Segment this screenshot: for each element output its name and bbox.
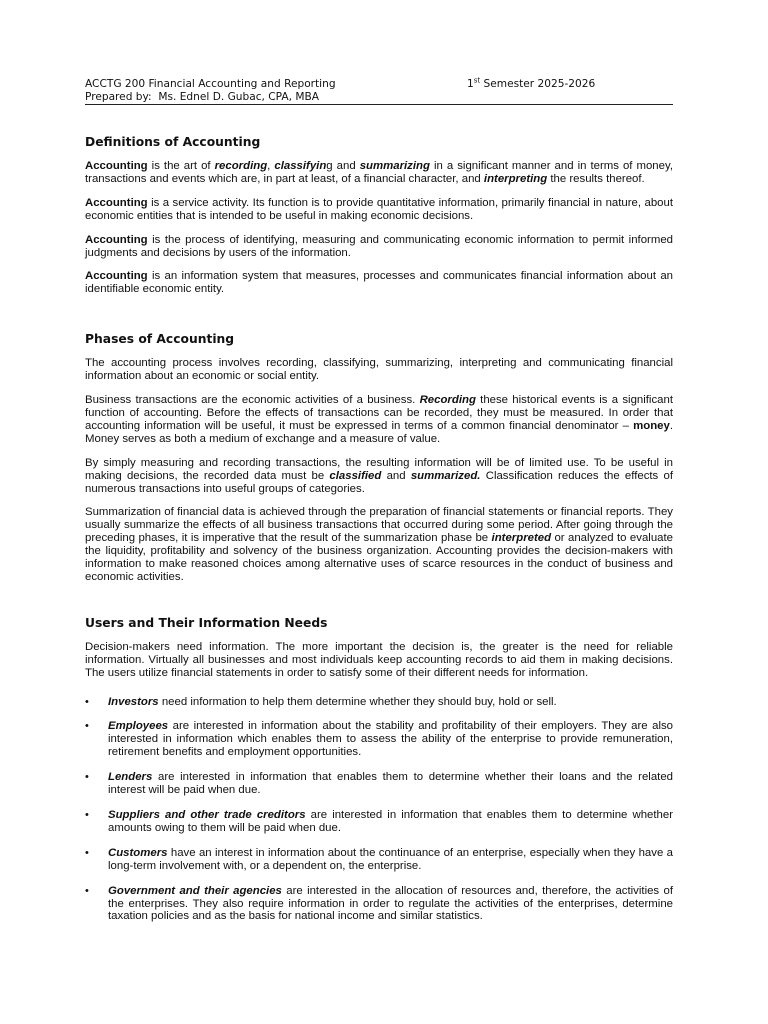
section-title: Phases of Accounting — [85, 332, 235, 347]
paragraph: The accounting process involves recording, classifying, summarizing, interpreting and communicating financial information about an economic or social entity. — [85, 357, 673, 383]
phases-section — [85, 331, 673, 584]
list-item: • Suppliers and other trade creditors are interested in information that enables them to determine whether amounts owing to them will be paid when due. — [85, 809, 673, 834]
list-item: • Employees are interested in information about the stability and profitability of their employers. They are also interested in information which enables them to assess the ability of the enterprise to provide remuneration, retirement benefits and employment opportunities. — [85, 720, 673, 759]
definitions-section — [85, 134, 673, 296]
users-section — [85, 615, 673, 924]
section-title: Definitions of Accounting — [85, 135, 261, 149]
list-item: • Customers have an interest in information about the continuance of an enterprise, especially when they have a long-term involvement with, or a dependent on, the enterprise. — [85, 846, 673, 872]
bullet-icon: • — [85, 809, 89, 821]
paragraph: By simply measuring and recording transactions, the resulting information will be of limited use. To be useful in making decisions, the recorded data must be classified and summarized. Classification reduces the effects of numerous transactions into useful groups of categories. — [85, 456, 673, 495]
course-title: ACCTG 200 Financial Accounting and Reporting — [85, 78, 336, 90]
paragraph: Summarization of financial data is achieved through the preparation of financial statements or financial reports. They usually summarize the effects of all business transactions that occurred during some period. After going through the preceding phases, it is imperative that the result of the summarization phase be interpreted or analyzed to evaluate the liquidity, profitability and solvency of the business organization. Accounting provides the decision-makers with information to make reasoned choices among alternative uses of scarce resources in the conduct of business and economic activities. — [85, 506, 673, 583]
bullet-icon: • — [85, 846, 89, 859]
paragraph: Accounting is a service activity. Its function is to provide quantitative information, primarily financial in nature, about economic entities that is intended to be useful in making economic decisions. — [85, 196, 673, 222]
paragraph: Decision-makers need information. The more important the decision is, the greater is the need for reliable information. Virtually all businesses and most individuals keep accounting records to aid them in making decisions. The users utilize financial statements in order to satisfy some of their different needs for information. — [85, 640, 673, 679]
document-page — [85, 78, 673, 935]
list-item: • Government and their agencies are interested in the allocation of resources and, therefore, the activities of the enterprises. They also require information in order to regulate the activities of the enterprises, determine taxation policies and as the basis for national income and similar statistics. — [85, 884, 673, 923]
author-name: Ms. Ednel D. Gubac, CPA, MBA — [158, 91, 320, 103]
users-list — [85, 696, 673, 924]
semester: 1st Semester 2025-2026 — [467, 76, 596, 90]
prepared-by: Prepared by: Ms. Ednel D. Gubac, CPA, MBA — [85, 91, 320, 103]
paragraph: Business transactions are the economic activities of a business. Recording these historical events is a significant function of accounting. Before the effects of transactions can be recorded, they must be measured. In order that accounting information will be useful, it must be expressed in terms of a common financial denominator – money. Money serves as both a medium of exchange and a measure of value. — [85, 394, 673, 445]
paragraph: Accounting is the art of recording, classifying and summarizing in a significant manner and in terms of money, transactions and events which are, in part at least, of a financial character, and interpreting the results thereof. — [85, 160, 673, 185]
bullet-icon: • — [85, 771, 89, 784]
paragraph: Accounting is an information system that measures, processes and communicates financial information about an identifiable economic entity. — [85, 270, 673, 296]
list-item: • Investors need information to help them determine whether they should buy, hold or sell. — [85, 695, 557, 708]
page-header — [85, 78, 673, 105]
section-title: Users and Their Information Needs — [85, 615, 328, 630]
paragraph: Accounting is the process of identifying, measuring and communicating economic information to permit informed judgments and decisions by users of the information. — [85, 233, 673, 259]
bullet-icon: • — [85, 884, 89, 897]
list-item: • Lenders are interested in information that enables them to determine whether their loans and the related interest will be paid when due. — [85, 771, 673, 797]
bullet-icon: • — [85, 720, 89, 733]
bullet-icon: • — [85, 695, 89, 708]
